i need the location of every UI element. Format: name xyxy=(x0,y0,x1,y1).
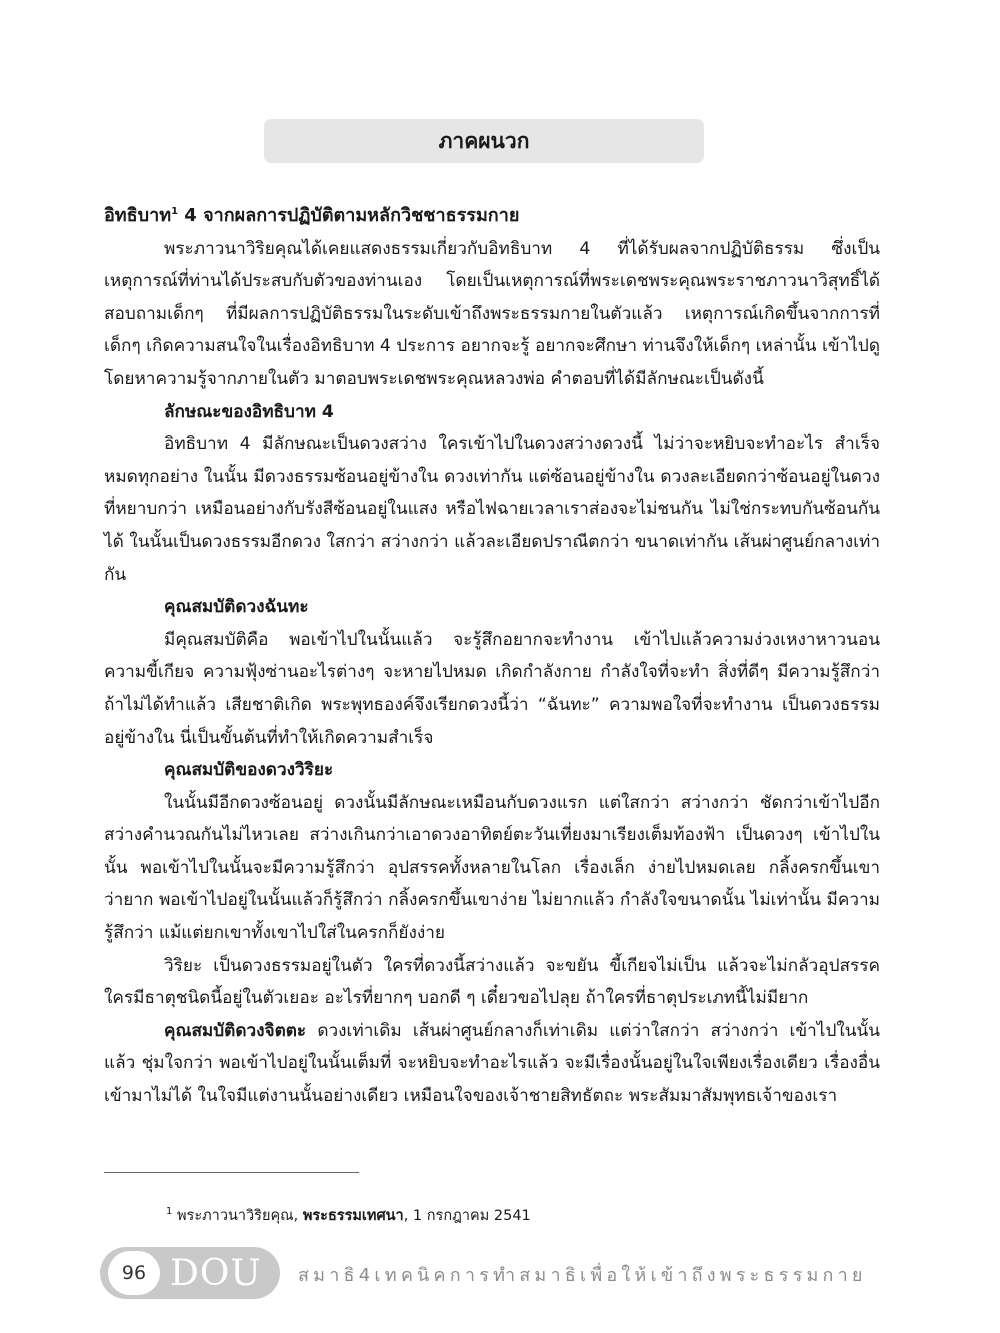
appendix-title: ภาคผนวก xyxy=(438,128,530,153)
section-heading-text: อิทธิบาท xyxy=(104,205,172,226)
viriya-paragraph: ในนั้นมีอีกดวงซ้อนอยู่ ดวงนั้นมีลักษณะเหมือนกับดวงแรก แต่ใสกว่า สว่างกว่า ชัดกว่าเข้าไปอีก สว่างคำนวณกันไม่ไหวเลย สว่างเกินกว่าเอาดวงอาทิตย์ตะวันเที่ยงมาเรียงเต็มท้องฟ้า เป็นดวงๆ เข้าไปในนั้น พอเข้าไปในนั้นจะมีความรู้สึกว่า อุปสรรคทั้งหลายในโลก เรื่องเล็ก ง่ายไปหมดเลย กลิ้งครกขึ้นเขาว่ายาก พอเข้าไปอยู่ในนั้นแล้วก็รู้สึกว่า กลิ้งครกขึ้นเขาง่าย ไม่ยากแล้ว กำลังใจขนาดนั้น ไม่เท่านั้น มีความรู้สึกว่า แม้แต่ยกเขาทั้งเขาไปใส่ในครกก็ยังง่าย xyxy=(104,792,880,944)
section-heading xyxy=(104,200,880,233)
page-number: 96 xyxy=(108,1251,160,1295)
footnote-bold-title: พระธรรมเทศนา xyxy=(302,1208,404,1224)
characteristics-paragraph: อิทธิบาท 4 มีลักษณะเป็นดวงสว่าง ใครเข้าไปในดวงสว่างดวงนี้ ไม่ว่าจะหยิบจะทำอะไร สำเร็จหมดทุกอย่าง ในนั้น มีดวงธรรมซ้อนอยู่ข้างใน ดวงเท่ากัน แต่ซ้อนอยู่ข้างใน ดวงละเอียดกว่าซ้อนอยู่ในดวงที่หยาบกว่า เหมือนอย่างกับรังสีซ้อนอยู่ในแสง หรือไฟฉายเวลาเราส่องจะไม่ชนกัน ไม่ใช่กระทบกันซ้อนกันได้ ในนั้นเป็นดวงธรรมอีกดวง ใสกว่า สว่างกว่า แล้วละเอียดปราณีตกว่า ขนาดเท่ากัน เส้นผ่าศูนย์กลางเท่ากัน xyxy=(104,434,880,585)
footnote-ref: 1 xyxy=(171,206,179,217)
subheading-viriya: คุณสมบัติของดวงวิริยะ xyxy=(164,760,334,781)
subheading-chanda: คุณสมบัติดวงฉันทะ xyxy=(164,597,309,618)
dou-logo: DOU xyxy=(170,1252,262,1294)
appendix-title-banner xyxy=(264,119,704,163)
subheading-characteristics: ลักษณะของอิทธิบาท 4 xyxy=(164,401,334,422)
running-title: สมาธิ4เทคนิคการทำสมาธิเพื่อให้เข้าถึงพระธรรมกาย xyxy=(298,1265,867,1286)
intro-paragraph: พระภาวนาวิริยคุณได้เคยแสดงธรรมเกี่ยวกับอิทธิบาท 4 ที่ได้รับผลจากปฏิบัติธรรม ซึ่งเป็นเหตุการณ์ที่ท่านได้ประสบกับตัวของท่านเอง โดยเป็นเหตุการณ์ที่พระเดชพระคุณพระราชภาวนาวิสุทธิ์ได้สอบถามเด็กๆ ที่มีผลการปฏิบัติธรรมในระดับเข้าถึงพระธรรมกายในตัวแล้ว เหตุการณ์เกิดขึ้นจากการที่เด็กๆ เกิดความสนใจในเรื่องอิทธิบาท 4 ประการ อยากจะรู้ อยากจะศึกษา ท่านจึงให้เด็กๆ เหล่านั้น เข้าไปดูโดยหาความรู้จากภายในตัว มาตอบพระเดชพระคุณหลวงพ่อ คำตอบที่ได้มีลักษณะเป็นดังนี้ xyxy=(104,238,880,389)
chanda-paragraph: มีคุณสมบัติคือ พอเข้าไปในนั้นแล้ว จะรู้สึกอยากจะทำงาน เข้าไปแล้วความง่วงเหงาหาวนอน ความขี้เกียจ ความฟุ้งซ่านอะไรต่างๆ จะหายไปหมด เกิดกำลังกาย กำลังใจที่จะทำ สิ่งที่ดีๆ มีความรู้สึกว่า ถ้าไม่ได้ทำแล้ว เสียชาติเกิด พระพุทธองค์จึงเรียกดวงนี้ว่า “ฉันทะ” ความพอใจที่จะทำงาน เป็นดวงธรรมอยู่ข้างใน นี่เป็นขั้นต้นที่ทำให้เกิดความสำเร็จ xyxy=(104,629,880,748)
footnote-text: พระภาวนาวิริยคุณ, xyxy=(172,1208,303,1224)
viriya-paragraph-2: วิริยะ เป็นดวงธรรมอยู่ในตัว ใครที่ดวงนี้สว่างแล้ว จะขยัน ขี้เกียจไม่เป็น แล้วจะไม่กลัวอุปสรรค ใครมีธาตุชนิดนี้อยู่ในตัวเยอะ อะไรที่ยากๆ บอกดี ๆ เดี๋ยวขอไปลุย ถ้าใครที่ธาตุประเภทนี้ไม่มียาก xyxy=(104,955,880,1009)
footnote-marker: 1 xyxy=(166,1206,173,1218)
section-heading-text-tail: 4 จากผลการปฏิบัติตามหลักวิชชาธรรมกาย xyxy=(178,205,520,226)
citta-paragraph xyxy=(104,1015,880,1113)
footnote xyxy=(166,1204,531,1227)
citta-body: ดวงเท่าเดิม เส้นผ่าศูนย์กลางก็เท่าเดิม แต่ว่าใสกว่า สว่างกว่า เข้าไปในนั้นแล้ว ชุ่มใจกว่า พอเข้าไปอยู่ในนั้นเต็มที่ จะหยิบจะทำอะไรแล้ว จะมีเรื่องนั้นอยู่ในใจเพียงเรื่องเดียว เรื่องอื่นเข้ามาไม่ได้ ในใจมีแต่งานนั้นอย่างเดียว เหมือนใจของเจ้าชายสิทธัตถะ พระสัมมาสัมพุทธเจ้าของเรา xyxy=(104,1020,880,1107)
subheading-citta: คุณสมบัติดวงจิตตะ xyxy=(164,1020,307,1041)
footnote-date: , 1 กรกฎาคม 2541 xyxy=(403,1208,531,1224)
footnote-divider xyxy=(104,1172,359,1173)
main-content xyxy=(104,200,880,1113)
